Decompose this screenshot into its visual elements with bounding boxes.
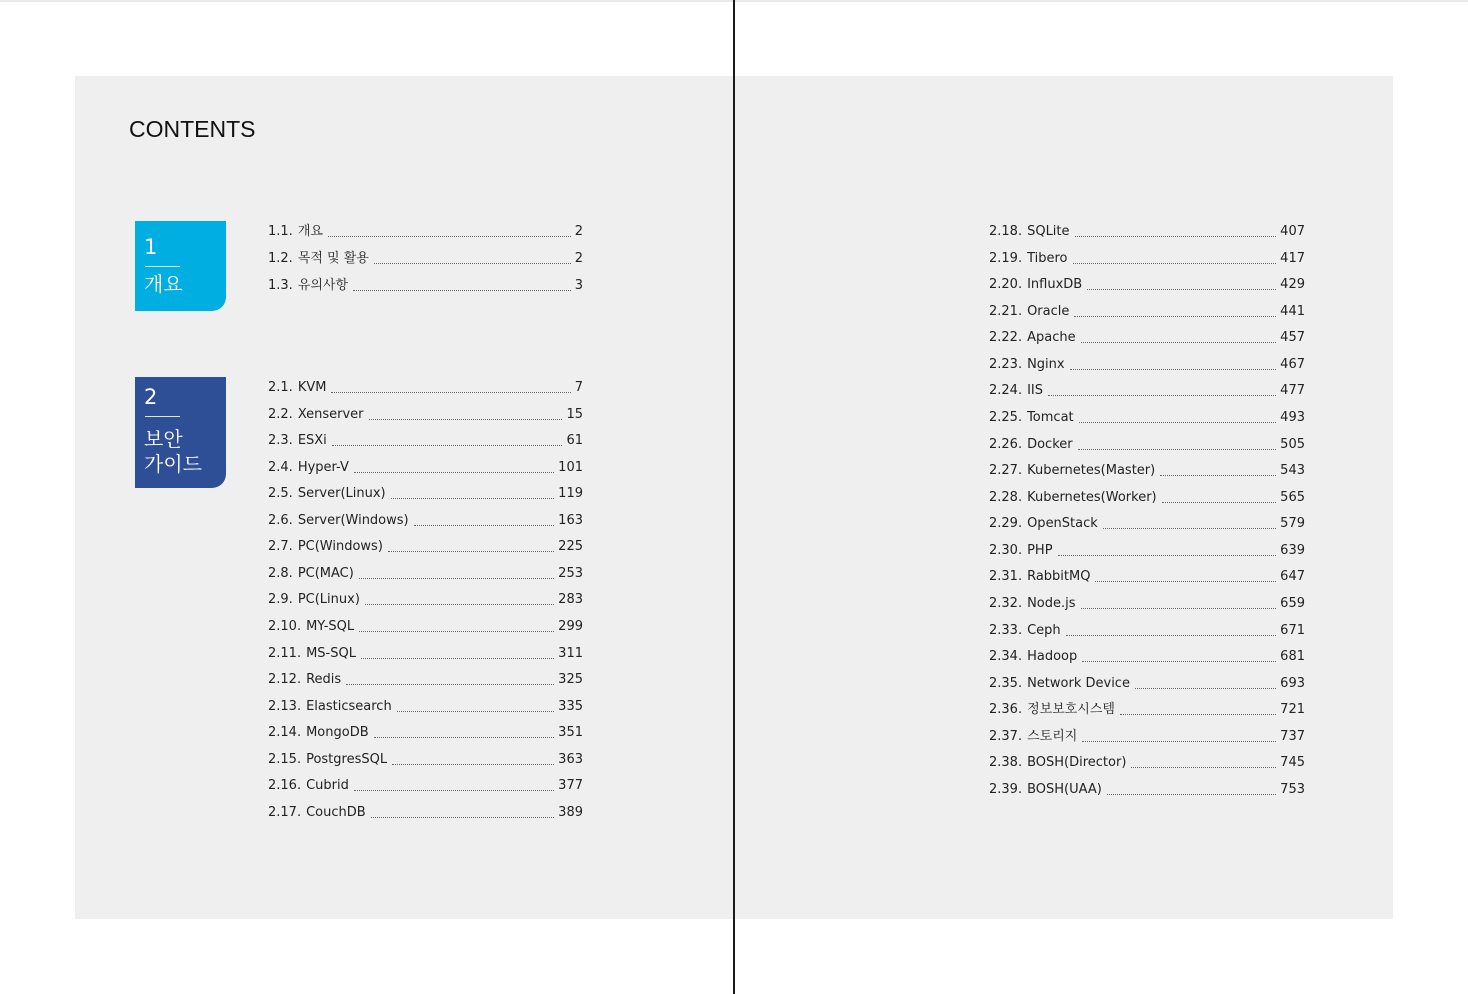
toc-entry	[989, 539, 1305, 559]
toc-entry-page-number: 225	[558, 539, 583, 555]
toc-entry-page-number: 2	[574, 224, 583, 239]
toc-entry-page-number: 325	[558, 672, 583, 688]
toc-entry-label: Nginx	[1027, 356, 1065, 372]
toc-entry	[989, 326, 1305, 346]
chapter-divider	[145, 266, 180, 267]
toc-entry-number: 2.25.	[989, 409, 1023, 425]
toc-entry-number: 2.26.	[989, 436, 1023, 452]
toc-entry	[268, 562, 583, 582]
toc-entry-label: PC(Linux)	[297, 592, 360, 608]
toc-entry-label: 유의사항	[297, 277, 349, 293]
toc-entry-label: Apache	[1027, 330, 1076, 346]
toc-entry	[989, 220, 1305, 240]
toc-entry-label: ESXi	[297, 433, 327, 449]
toc-entry-label: Hadoop	[1027, 649, 1078, 665]
toc-entry	[268, 695, 583, 715]
dot-leader	[1120, 714, 1276, 715]
toc-entry-number: 2.31.	[989, 569, 1023, 585]
dot-leader	[331, 392, 570, 393]
toc-entry-label: Cubrid	[306, 778, 349, 794]
dot-leader	[1135, 688, 1276, 689]
toc-entry	[989, 592, 1305, 612]
toc-entry-label: Server(Windows)	[297, 512, 409, 528]
toc-entry-page-number: 671	[1280, 622, 1305, 638]
toc-entry-number: 2.29.	[989, 516, 1023, 532]
dot-leader	[388, 551, 554, 552]
toc-entry-number: 2.11.	[268, 645, 302, 661]
toc-entry	[989, 353, 1305, 373]
toc-entry-number: 2.37.	[989, 728, 1023, 744]
dot-leader	[361, 658, 554, 659]
toc-entry	[989, 300, 1305, 320]
toc-entry	[268, 774, 583, 794]
toc-entry	[989, 459, 1305, 479]
toc-entry-page-number: 253	[558, 565, 583, 581]
chapter-title-line: 보안	[144, 427, 183, 451]
toc-entry	[989, 725, 1305, 745]
toc-entry	[268, 721, 583, 741]
dot-leader	[1162, 502, 1277, 503]
toc-entry-number: 2.21.	[989, 303, 1023, 319]
toc-entry	[989, 672, 1305, 692]
toc-entry	[268, 615, 583, 635]
chapter-title	[144, 272, 183, 297]
toc-entry-page-number: 753	[1280, 781, 1305, 797]
toc-entry-label: Kubernetes(Master)	[1027, 463, 1156, 479]
toc-entry-number: 2.36.	[989, 702, 1023, 718]
toc-entry-label: BOSH(UAA)	[1027, 781, 1102, 797]
toc-entry-label: Docker	[1027, 436, 1073, 452]
chapter-1-marker	[135, 221, 226, 311]
toc-entry	[268, 220, 583, 240]
toc-entry-number: 2.3.	[268, 433, 293, 449]
toc-entry-page-number: 681	[1280, 649, 1305, 665]
toc-entry-page-number: 15	[566, 406, 583, 422]
toc-entry-page-number: 565	[1280, 489, 1305, 505]
toc-entry-number: 2.15.	[268, 751, 302, 767]
toc-entry-number: 2.8.	[268, 565, 293, 581]
toc-entry-label: InfluxDB	[1027, 277, 1083, 293]
toc-entry	[989, 645, 1305, 665]
dot-leader	[371, 817, 555, 818]
toc-entry-number: 2.14.	[268, 725, 302, 741]
toc-entry-label: MS-SQL	[306, 645, 356, 661]
dot-leader	[397, 711, 554, 712]
toc-entry	[989, 778, 1305, 798]
toc-entry-page-number: 2	[574, 250, 583, 266]
toc-entry-label: KVM	[297, 380, 327, 395]
toc-entry-label: Redis	[306, 672, 342, 688]
toc-entry-page-number: 745	[1280, 755, 1305, 771]
dot-leader	[374, 737, 555, 738]
toc-entry	[268, 482, 583, 502]
toc-entry-number: 2.2.	[268, 406, 293, 422]
toc-entry	[268, 274, 583, 294]
toc-entry	[989, 698, 1305, 718]
toc-entry-number: 1.1.	[268, 224, 293, 239]
toc-entry-label: CouchDB	[306, 804, 366, 820]
dot-leader	[1070, 369, 1277, 370]
toc-entry	[268, 588, 583, 608]
dot-leader	[1048, 395, 1276, 396]
toc-entry-page-number: 389	[558, 804, 583, 820]
toc-entry-page-number: 101	[558, 459, 583, 475]
dot-leader	[1107, 794, 1276, 795]
toc-entry-label: IIS	[1027, 383, 1043, 399]
toc-entry	[268, 376, 583, 396]
toc-entry-number: 2.17.	[268, 804, 302, 820]
dot-leader	[1079, 422, 1277, 423]
toc-entry-number: 2.39.	[989, 781, 1023, 797]
dot-leader	[1131, 767, 1276, 768]
toc-entry-page-number: 457	[1280, 330, 1305, 346]
dot-leader	[1082, 741, 1276, 742]
toc-entry	[268, 748, 583, 768]
dot-leader	[354, 472, 554, 473]
toc-entry-page-number: 283	[558, 592, 583, 608]
toc-entry	[268, 247, 583, 267]
toc-entry-page-number: 299	[558, 618, 583, 634]
dot-leader	[332, 445, 563, 446]
chapter-number: 2	[144, 385, 158, 409]
toc-entry-page-number: 505	[1280, 436, 1305, 452]
toc-entry-page-number: 407	[1280, 224, 1305, 239]
toc-entry-page-number: 639	[1280, 542, 1305, 558]
book-spine-divider	[733, 0, 735, 994]
dot-leader	[369, 419, 563, 420]
toc-entry-number: 2.23.	[989, 356, 1023, 372]
toc-entry-label: Network Device	[1027, 675, 1130, 691]
chapter-2-marker	[135, 377, 226, 488]
toc-entry-label: 목적 및 활용	[297, 250, 369, 266]
toc-entry-number: 2.16.	[268, 778, 302, 794]
dot-leader	[354, 790, 554, 791]
toc-entry-number: 2.20.	[989, 277, 1023, 293]
toc-entry	[268, 509, 583, 529]
dot-leader	[1075, 236, 1277, 237]
toc-entry-page-number: 3	[574, 277, 583, 293]
toc-entry-label: Oracle	[1027, 303, 1070, 319]
toc-entry-label: MongoDB	[306, 725, 369, 741]
toc-entry-label: 정보보호시스템	[1027, 702, 1115, 718]
toc-entry-page-number: 429	[1280, 277, 1305, 293]
toc-entry-number: 2.5.	[268, 486, 293, 502]
toc-entry-label: Hyper-V	[297, 459, 349, 475]
toc-entry	[268, 456, 583, 476]
toc-entry-number: 2.13.	[268, 698, 302, 714]
toc-entry	[268, 668, 583, 688]
dot-leader	[346, 684, 554, 685]
chapter-number: 1	[144, 235, 158, 259]
toc-entry-number: 2.24.	[989, 383, 1023, 399]
dot-leader	[1160, 475, 1276, 476]
chapter-divider	[145, 416, 180, 417]
toc-entry	[268, 801, 583, 821]
chapter-title	[144, 427, 202, 477]
dot-leader	[328, 236, 571, 237]
toc-entry	[989, 379, 1305, 399]
toc-entry-page-number: 61	[566, 433, 583, 449]
toc-entry	[989, 512, 1305, 532]
contents-heading: CONTENTS	[129, 116, 256, 142]
toc-entry-label: Node.js	[1027, 595, 1076, 611]
dot-leader	[1066, 635, 1277, 636]
toc-entry-number: 2.38.	[989, 755, 1023, 771]
toc-entry-label: SQLite	[1027, 224, 1070, 239]
dot-leader	[359, 578, 554, 579]
toc-entry-page-number: 335	[558, 698, 583, 714]
toc-entry-number: 2.6.	[268, 512, 293, 528]
toc-entry-label: Tibero	[1027, 250, 1068, 266]
dot-leader	[1103, 528, 1276, 529]
toc-entry	[989, 247, 1305, 267]
dot-leader	[414, 525, 555, 526]
toc-entry-number: 2.1.	[268, 380, 293, 395]
dot-leader	[391, 498, 555, 499]
toc-entry-label: PC(MAC)	[297, 565, 354, 581]
toc-entry-number: 1.2.	[268, 250, 293, 266]
toc-entry-number: 2.12.	[268, 672, 302, 688]
toc-entry-label: Ceph	[1027, 622, 1061, 638]
toc-entry-page-number: 377	[558, 778, 583, 794]
toc-entry-number: 2.28.	[989, 489, 1023, 505]
toc-entry	[989, 273, 1305, 293]
toc-entry	[989, 486, 1305, 506]
toc-entry	[989, 433, 1305, 453]
toc-entry	[268, 535, 583, 555]
toc-entry-page-number: 417	[1280, 250, 1305, 266]
toc-entry-page-number: 737	[1280, 728, 1305, 744]
chapter-title-line: 개요	[144, 272, 183, 296]
toc-entry-label: OpenStack	[1027, 516, 1098, 532]
dot-leader	[1082, 661, 1276, 662]
toc-entry-label: PC(Windows)	[297, 539, 383, 555]
toc-entry-page-number: 163	[558, 512, 583, 528]
toc-entry-label: Tomcat	[1027, 409, 1074, 425]
toc-entry-label: Elasticsearch	[306, 698, 392, 714]
toc-entry-label: Kubernetes(Worker)	[1027, 489, 1157, 505]
dot-leader	[1074, 316, 1276, 317]
toc-entry-page-number: 7	[574, 380, 583, 395]
toc-entry-label: Xenserver	[297, 406, 364, 422]
toc-entry-page-number: 659	[1280, 595, 1305, 611]
toc-entry	[268, 642, 583, 662]
dot-leader	[365, 604, 554, 605]
dot-leader	[1095, 581, 1276, 582]
dot-leader	[1087, 289, 1276, 290]
toc-entry-number: 2.33.	[989, 622, 1023, 638]
dot-leader	[1078, 449, 1277, 450]
dot-leader	[392, 764, 554, 765]
toc-entry-label: MY-SQL	[306, 618, 355, 634]
toc-entry-page-number: 119	[558, 486, 583, 502]
toc-entry-label: 스토리지	[1027, 728, 1078, 744]
toc-entry-label: 개요	[297, 224, 323, 239]
dot-leader	[1081, 608, 1277, 609]
toc-entry-page-number: 543	[1280, 463, 1305, 479]
dot-leader	[1058, 555, 1277, 556]
toc-entry-page-number: 477	[1280, 383, 1305, 399]
toc-entry-number: 2.30.	[989, 542, 1023, 558]
dot-leader	[353, 290, 571, 291]
toc-entry	[268, 429, 583, 449]
toc-entry-page-number: 647	[1280, 569, 1305, 585]
dot-leader	[374, 263, 571, 264]
dot-leader	[359, 631, 554, 632]
toc-entry-page-number: 693	[1280, 675, 1305, 691]
toc-entry	[989, 565, 1305, 585]
toc-entry-number: 2.34.	[989, 649, 1023, 665]
toc-entry-label: BOSH(Director)	[1027, 755, 1127, 771]
toc-entry-page-number: 351	[558, 725, 583, 741]
chapter-title-line: 가이드	[144, 452, 202, 476]
toc-entry-number: 2.27.	[989, 463, 1023, 479]
toc-entry-page-number: 721	[1280, 702, 1305, 718]
toc-entry-page-number: 579	[1280, 516, 1305, 532]
toc-entry-label: RabbitMQ	[1027, 569, 1091, 585]
toc-entry-number: 2.9.	[268, 592, 293, 608]
toc-entry-page-number: 363	[558, 751, 583, 767]
dot-leader	[1081, 342, 1277, 343]
toc-entry-page-number: 493	[1280, 409, 1305, 425]
toc-entry-number: 2.19.	[989, 250, 1023, 266]
dot-leader	[1073, 263, 1277, 264]
toc-entry-number: 2.18.	[989, 224, 1023, 239]
toc-entry-number: 1.3.	[268, 277, 293, 293]
toc-entry-label: Server(Linux)	[297, 486, 386, 502]
toc-entry	[989, 751, 1305, 771]
toc-entry-number: 2.22.	[989, 330, 1023, 346]
toc-entry-label: PostgresSQL	[306, 751, 388, 767]
toc-entry	[268, 403, 583, 423]
toc-entry-number: 2.10.	[268, 618, 302, 634]
toc-entry-page-number: 467	[1280, 356, 1305, 372]
toc-entry-number: 2.32.	[989, 595, 1023, 611]
toc-entry-number: 2.35.	[989, 675, 1023, 691]
toc-entry-number: 2.4.	[268, 459, 293, 475]
toc-entry	[989, 406, 1305, 426]
toc-entry	[989, 619, 1305, 639]
toc-entry-page-number: 441	[1280, 303, 1305, 319]
toc-entry-page-number: 311	[558, 645, 583, 661]
toc-entry-label: PHP	[1027, 542, 1053, 558]
toc-entry-number: 2.7.	[268, 539, 293, 555]
